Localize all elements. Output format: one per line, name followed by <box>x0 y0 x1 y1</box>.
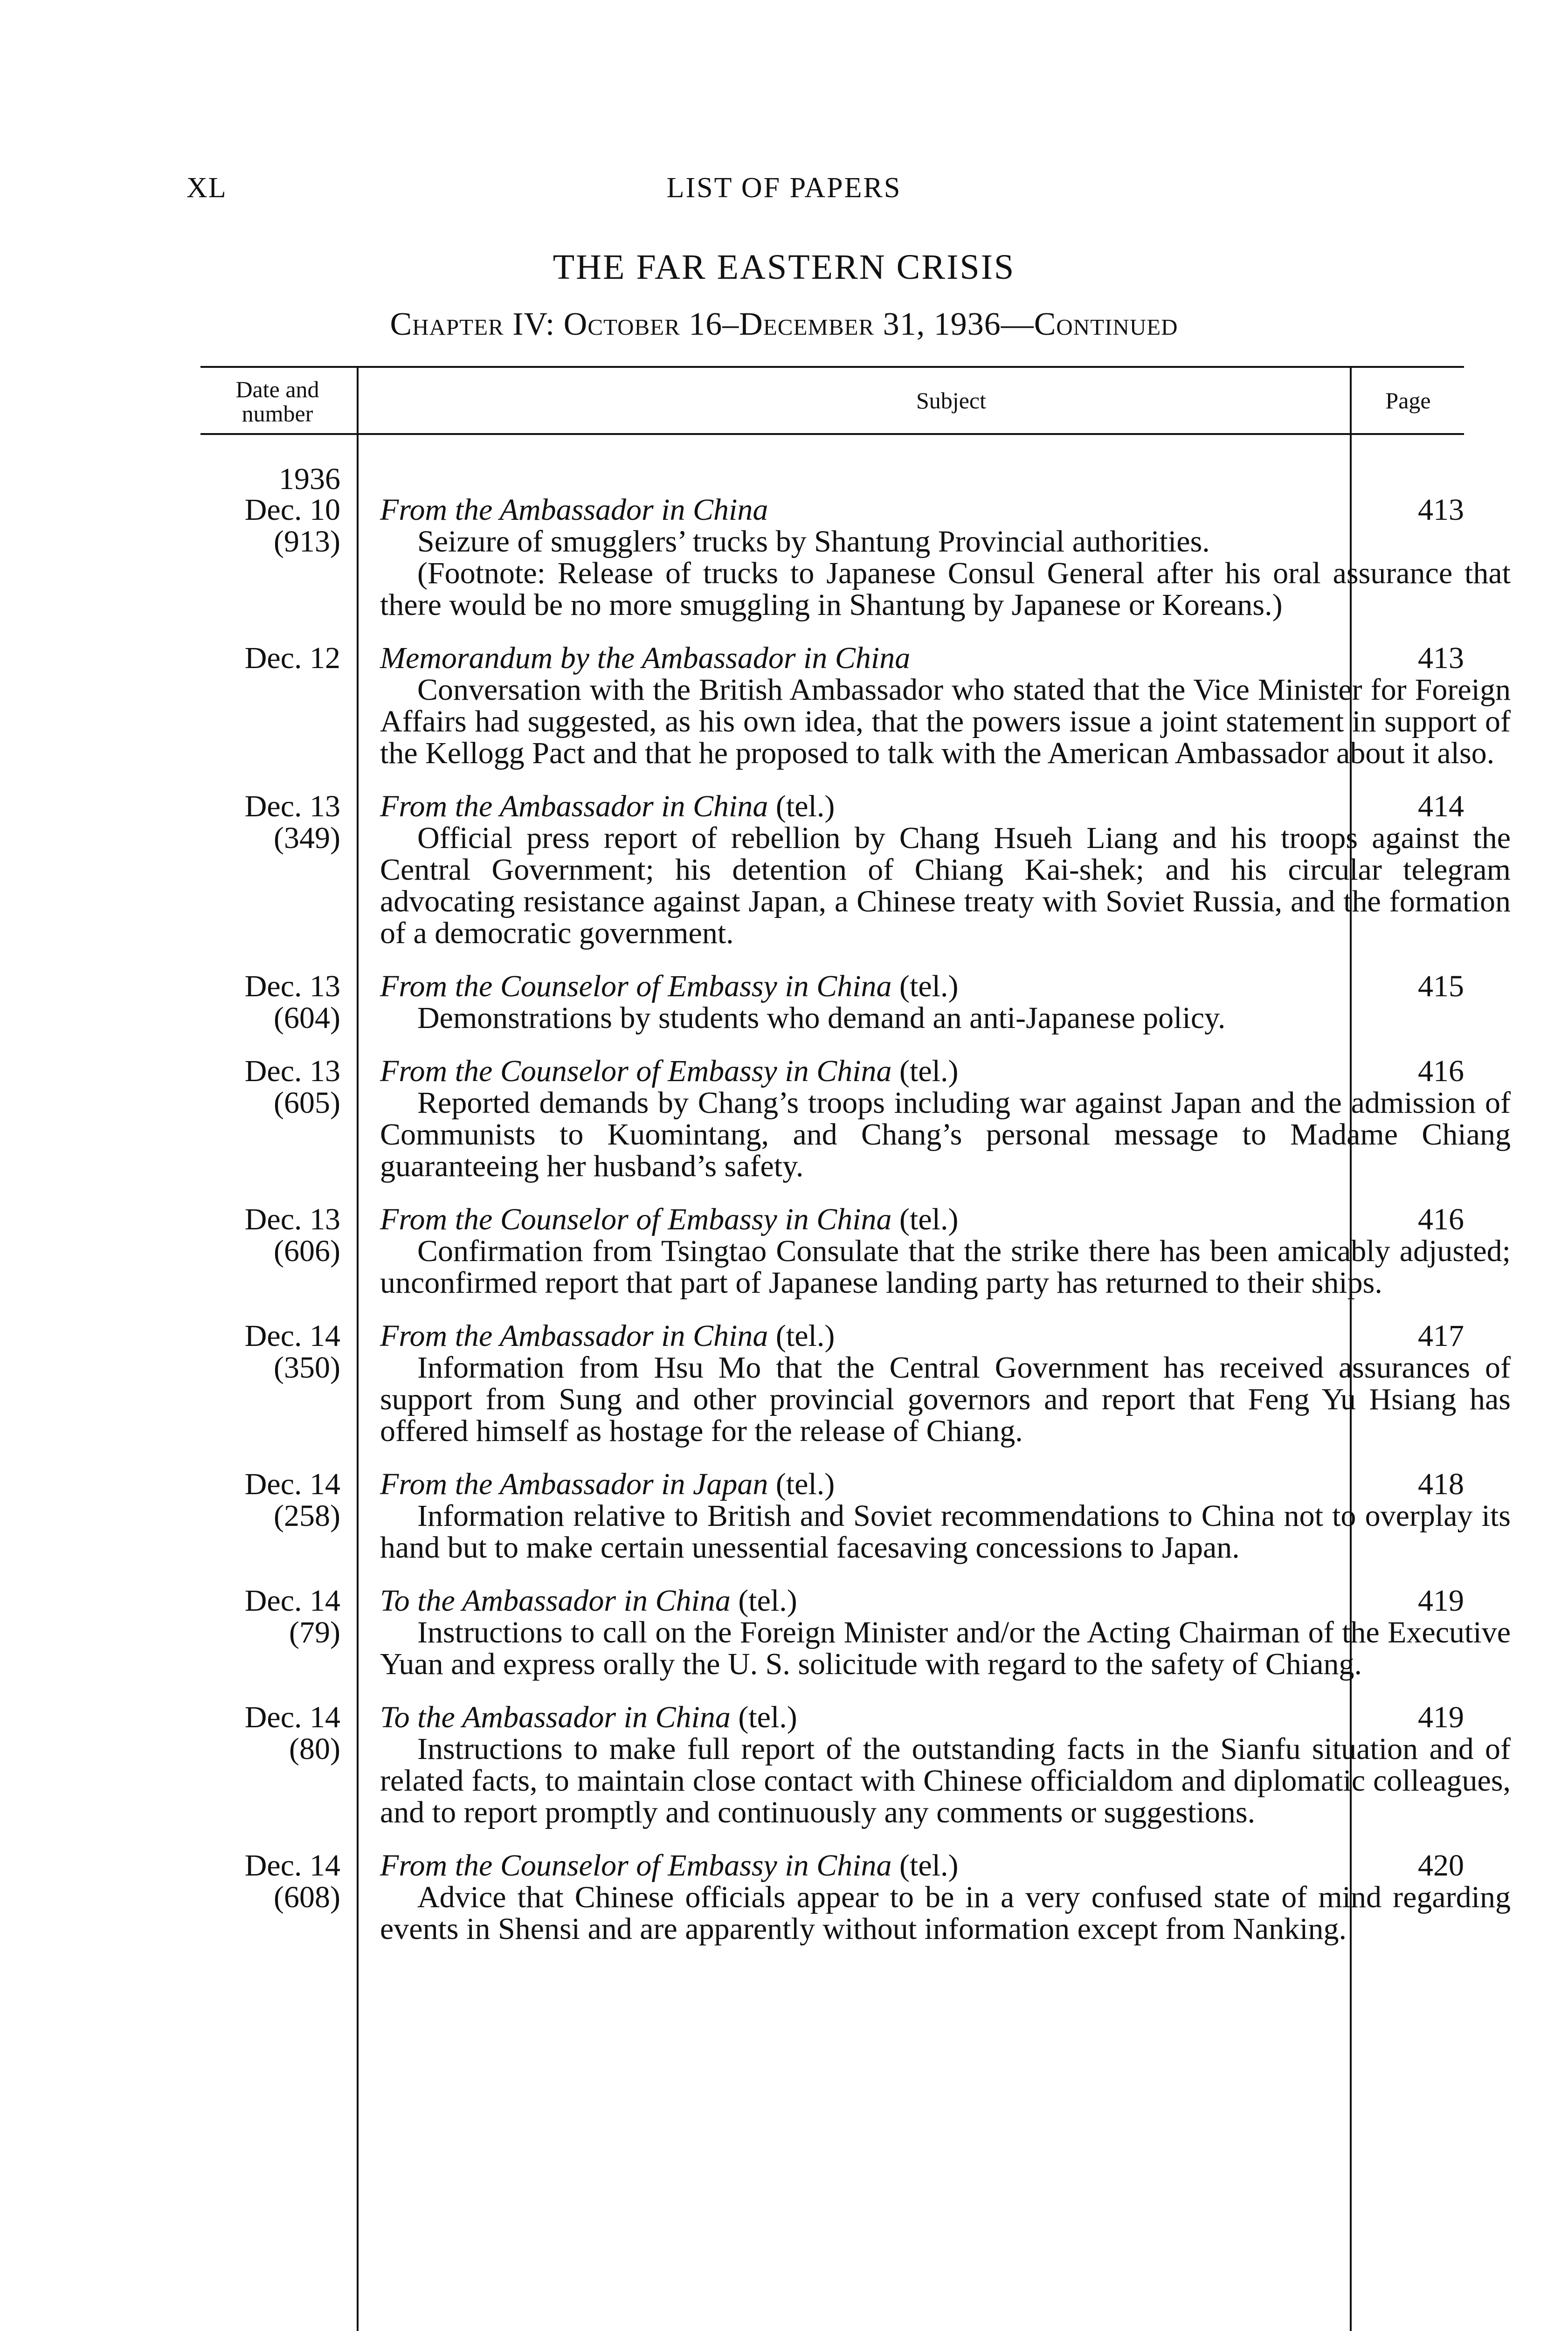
paper-list <box>200 493 1511 1966</box>
entry-number: (79) <box>289 1615 340 1649</box>
entry-summary: Instructions to call on the Foreign Minister and/or the Acting Chairman of the Executive Yuan and express orally the U. S. solicitude with regard to the safety of Chiang. <box>380 1615 1511 1681</box>
entry-telegram-mark: (tel.) <box>738 1700 797 1734</box>
table-row <box>200 1319 1511 1448</box>
entry-subject <box>380 1850 1511 1945</box>
entry-sender <box>380 1204 1511 1235</box>
entry-page-number: 419 <box>1418 1584 1464 1618</box>
entry-sender-text: From the Counselor of Embassy in China <box>380 1848 892 1883</box>
section-title: THE FAR EASTERN CRISIS <box>553 248 1015 287</box>
entry-summary: Confirmation from Tsingtao Consulate that the strike there has been amicably adjusted; unconfirmed report that part of Japanese landing party has returned to their ships. <box>380 1234 1511 1300</box>
entry-date: Dec. 10 <box>244 493 340 527</box>
entry-number: (608) <box>274 1880 340 1914</box>
entry-subject <box>380 971 1511 1034</box>
entry-sender-text: From the Ambassador in China <box>380 1319 768 1353</box>
entry-sender <box>380 1055 1511 1087</box>
entry-sender-text: From the Ambassador in Japan <box>380 1467 768 1501</box>
entry-telegram-mark: (tel.) <box>899 1054 959 1088</box>
chapter-title: Chapter IV: October 16–December 31, 1936—Continued <box>390 306 1178 342</box>
entry-sender-text: From the Ambassador in China <box>380 493 768 527</box>
entry-subject <box>380 1055 1511 1182</box>
year-label: 1936 <box>279 462 340 496</box>
entry-page-number: 417 <box>1418 1319 1464 1353</box>
table-row <box>200 971 1464 1034</box>
entry-page-number: 418 <box>1418 1467 1464 1501</box>
entry-date: Dec. 13 <box>244 1054 340 1088</box>
table-row <box>200 641 1511 770</box>
entry-date-cell <box>200 1585 340 1648</box>
table-row <box>200 1202 1511 1300</box>
entry-date: Dec. 13 <box>244 969 340 1003</box>
entry-date: Dec. 12 <box>244 641 340 675</box>
entry-page-number: 413 <box>1418 493 1464 527</box>
entry-subject <box>380 1320 1511 1447</box>
column-header-subject: Subject <box>916 387 986 414</box>
entry-number: (80) <box>289 1732 340 1766</box>
entry-date: Dec. 13 <box>244 789 340 823</box>
entry-number: (604) <box>274 1001 340 1035</box>
table-row <box>200 1054 1511 1183</box>
entry-number: (606) <box>274 1234 340 1268</box>
entry-telegram-mark: (tel.) <box>775 1319 835 1353</box>
entry-sender <box>380 1469 1511 1500</box>
entry-subject <box>380 1469 1511 1564</box>
entry-sender <box>380 971 1511 1002</box>
entry-date: Dec. 14 <box>244 1467 340 1501</box>
entry-date-cell <box>200 1469 340 1532</box>
entry-subject <box>380 1585 1511 1680</box>
entry-telegram-mark: (tel.) <box>738 1584 797 1618</box>
entry-date: Dec. 13 <box>244 1202 340 1236</box>
entry-date: Dec. 14 <box>244 1848 340 1883</box>
entry-summary: Information from Hsu Mo that the Central Government has received assurances of support from Sung and other provincial governors and report that Feng Yu Hsiang has offered himself as hostage for the release of Chiang. <box>380 1351 1511 1448</box>
entry-summary: Reported demands by Chang’s troops including war against Japan and the admission of Communists to Kuomintang, and Chang’s personal message to Madame Chiang guaranteeing her husband’s safety. <box>380 1086 1511 1183</box>
entry-date: Dec. 14 <box>244 1700 340 1734</box>
column-header-date: Date and number <box>235 376 319 427</box>
entry-page-number: 413 <box>1418 641 1464 675</box>
entry-footnote: (Footnote: Release of trucks to Japanese Consul General after his oral assurance that there would be no more smuggling in Shantung by Japanese or Koreans.) <box>380 556 1511 622</box>
entry-sender-text: To the Ambassador in China <box>380 1584 731 1618</box>
entry-sender-text: From the Counselor of Embassy in China <box>380 1202 892 1236</box>
table-row <box>200 493 1511 622</box>
entry-date: Dec. 14 <box>244 1319 340 1353</box>
entry-date-cell <box>200 1850 340 1913</box>
entry-date-cell <box>200 1702 340 1765</box>
table-row <box>200 1584 1511 1681</box>
running-title: LIST OF PAPERS <box>666 172 902 204</box>
entry-subject <box>380 642 1511 769</box>
entry-telegram-mark: (tel.) <box>899 969 959 1003</box>
column-header-page: Page <box>1385 387 1431 414</box>
entry-telegram-mark: (tel.) <box>775 789 835 823</box>
entry-date-cell <box>200 642 340 674</box>
entry-subject <box>380 494 1511 621</box>
entry-telegram-mark: (tel.) <box>775 1467 835 1501</box>
entry-summary: Advice that Chinese officials appear to be in a very confused state of mind regarding events in Shensi and are apparently without information except from Nanking. <box>380 1880 1511 1946</box>
entry-number: (349) <box>274 821 340 855</box>
entry-date-cell <box>200 1055 340 1119</box>
entry-sender <box>380 1585 1511 1617</box>
entry-page-number: 414 <box>1418 789 1464 823</box>
entry-date-cell <box>200 1204 340 1267</box>
table-row <box>200 1700 1511 1829</box>
entry-sender <box>380 1702 1511 1733</box>
entry-subject <box>380 1702 1511 1828</box>
table-header <box>200 366 1464 435</box>
entry-subject <box>380 791 1511 949</box>
page-number: XL <box>187 172 227 204</box>
entry-subject <box>380 1204 1511 1299</box>
entry-number: (605) <box>274 1086 340 1120</box>
entry-page-number: 420 <box>1418 1848 1464 1883</box>
entry-sender-text: Memorandum by the Ambassador in China <box>380 641 911 675</box>
entry-date-cell <box>200 971 340 1034</box>
entry-sender <box>380 1850 1511 1882</box>
entry-summary: Instructions to make full report of the outstanding facts in the Sianfu situation and of related facts, to maintain close contact with Chinese officialdom and diplomatic colleagues, and to report promptly and continuously any comments or suggestions. <box>380 1732 1511 1829</box>
entry-page-number: 419 <box>1418 1700 1464 1734</box>
entry-telegram-mark: (tel.) <box>899 1202 959 1236</box>
entry-number: (913) <box>274 524 340 559</box>
entry-page-number: 415 <box>1418 969 1464 1003</box>
entry-sender <box>380 791 1511 822</box>
entry-number: (258) <box>274 1499 340 1533</box>
entry-sender <box>380 1320 1511 1352</box>
entry-sender <box>380 494 1511 526</box>
entry-summary: Conversation with the British Ambassador who stated that the Vice Minister for Foreign Affairs had suggested, as his own idea, that the powers issue a joint statement in support of the Kellogg Pact and that he proposed to talk with the American Ambassador about it also. <box>380 673 1511 770</box>
entry-sender-text: From the Counselor of Embassy in China <box>380 969 892 1003</box>
entry-summary: Seizure of smugglers’ trucks by Shantung Provincial authorities. <box>417 524 1210 559</box>
entry-date-cell <box>200 791 340 854</box>
entry-summary: Information relative to British and Soviet recommendations to China not to overplay its hand but to make certain unessential facesaving concessions to Japan. <box>380 1499 1511 1565</box>
entry-date-cell <box>200 494 340 558</box>
entry-summary: Official press report of rebellion by Chang Hsueh Liang and his troops against the Central Government; his detention of Chiang Kai-shek; and his circular telegram advocating resistance against Japan, a Chinese treaty with Soviet Russia, and the formation of a democratic government. <box>380 821 1511 950</box>
entry-sender-text: From the Counselor of Embassy in China <box>380 1054 892 1088</box>
entry-sender <box>380 642 1511 674</box>
entry-date-cell <box>200 1320 340 1384</box>
entry-page-number: 416 <box>1418 1202 1464 1236</box>
entry-summary: Demonstrations by students who demand an anti-Japanese policy. <box>417 1001 1226 1035</box>
table-row <box>200 789 1511 950</box>
entry-telegram-mark: (tel.) <box>899 1848 959 1883</box>
entry-page-number: 416 <box>1418 1054 1464 1088</box>
entry-sender-text: From the Ambassador in China <box>380 789 768 823</box>
entry-date: Dec. 14 <box>244 1584 340 1618</box>
entry-number: (350) <box>274 1351 340 1385</box>
table-row <box>200 1467 1511 1565</box>
entry-sender-text: To the Ambassador in China <box>380 1700 731 1734</box>
table-row <box>200 1848 1511 1946</box>
